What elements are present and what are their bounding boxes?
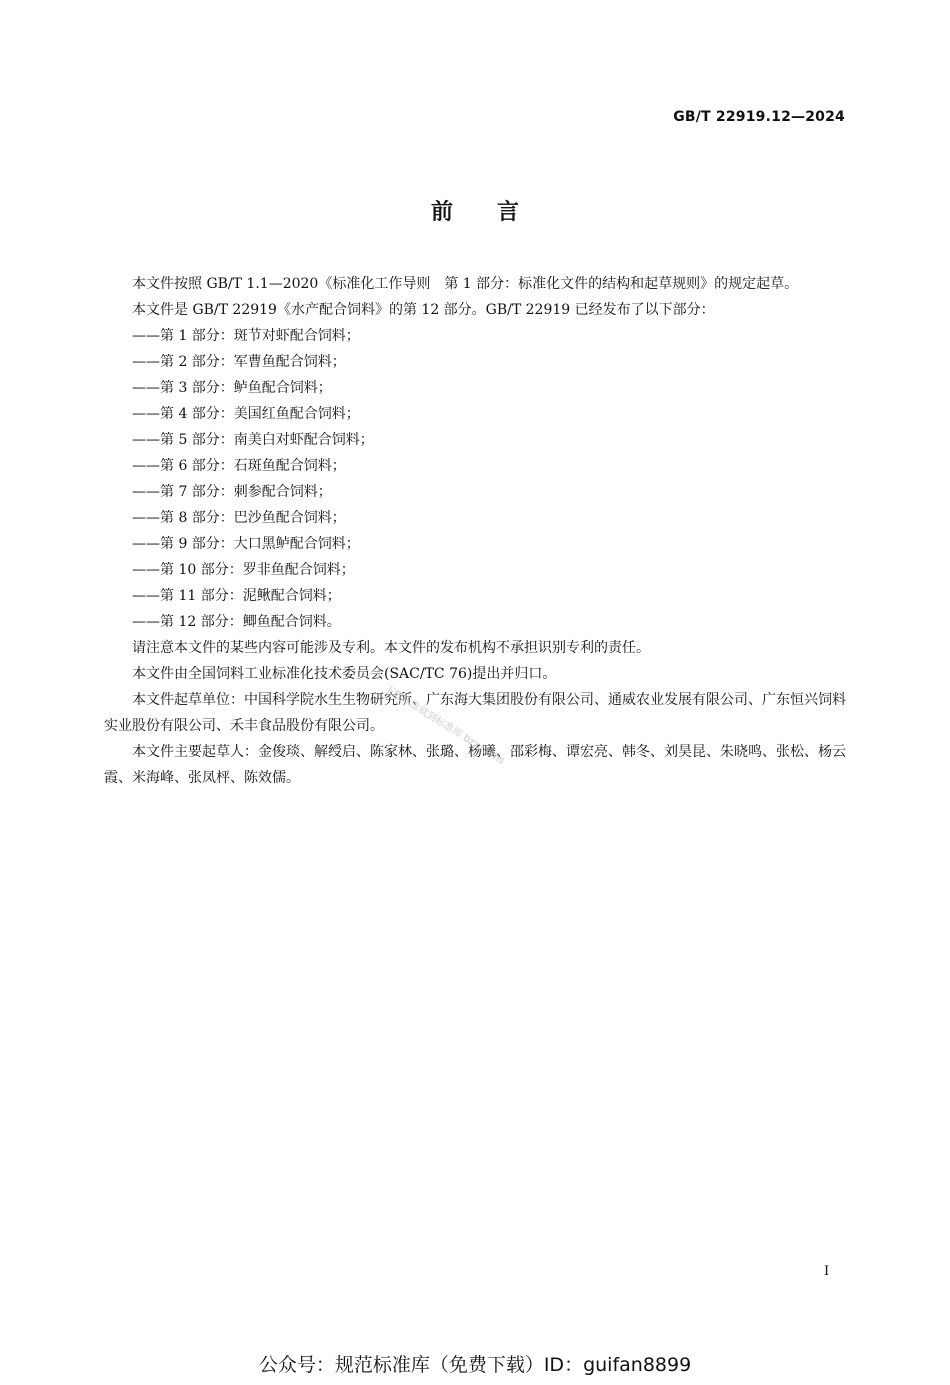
paragraph-drafting-units: 本文件起草单位：中国科学院水生生物研究所、广东海大集团股份有限公司、通威农业发展有限公司、广东恒兴饲料实业股份有限公司、禾丰食品股份有限公司。 <box>104 692 846 734</box>
list-item: ——第 7 部分：刺参配合饲料； <box>132 484 332 500</box>
list-item: ——第 6 部分：石斑鱼配合饲料； <box>132 458 346 474</box>
page-number: I <box>824 1264 830 1279</box>
list-item: ——第 9 部分：大口黑鲈配合饲料； <box>132 536 360 552</box>
paragraph-drafters: 本文件主要起草人：金俊琰、解绶启、陈家林、张璐、杨曦、邵彩梅、谭宏亮、韩冬、刘昊昆、朱晓鸣、张松、杨云霞、米海峰、张凤枰、陈效儒。 <box>104 744 846 786</box>
list-item: ——第 12 部分：鲫鱼配合饲料。 <box>132 614 341 630</box>
title-char-2: 言 <box>497 200 520 225</box>
list-item: ——第 10 部分：罗非鱼配合饲料； <box>132 562 355 578</box>
paragraph-series-intro: 本文件是 GB/T 22919《水产配合饲料》的第 12 部分。GB/T 22919 已经发布了以下部分： <box>132 302 715 318</box>
paragraph-committee: 本文件由全国饲料工业标准化技术委员会(SAC/TC 76)提出并归口。 <box>132 666 557 682</box>
watermark: 下载标准就到标准库 bzxz.cms <box>382 683 507 767</box>
list-item: ——第 5 部分：南美白对虾配合饲料； <box>132 432 374 448</box>
list-item: ——第 4 部分：美国红鱼配合饲料； <box>132 406 360 422</box>
paragraph-drafting-rules: 本文件按照 GB/T 1.1—2020《标准化工作导则 第 1 部分：标准化文件的结构和起草规则》的规定起草。 <box>132 276 799 292</box>
page-title <box>0 195 950 226</box>
parts-list <box>104 323 846 635</box>
title-char-1: 前 <box>430 200 453 225</box>
list-item: ——第 1 部分：斑节对虾配合饲料； <box>132 328 360 344</box>
list-item: ——第 8 部分：巴沙鱼配合饲料； <box>132 510 346 526</box>
foreword-body <box>104 271 846 791</box>
list-item: ——第 11 部分：泥鳅配合饲料； <box>132 588 341 604</box>
list-item: ——第 3 部分：鲈鱼配合饲料； <box>132 380 332 396</box>
paragraph-patent-notice: 请注意本文件的某些内容可能涉及专利。本文件的发布机构不承担识别专利的责任。 <box>132 640 650 656</box>
footer-banner: 公众号：规范标准库（免费下载）ID：guifan8899 <box>258 1354 692 1376</box>
list-item: ——第 2 部分：军曹鱼配合饲料； <box>132 354 346 370</box>
standard-code: GB/T 22919.12—2024 <box>673 109 845 125</box>
